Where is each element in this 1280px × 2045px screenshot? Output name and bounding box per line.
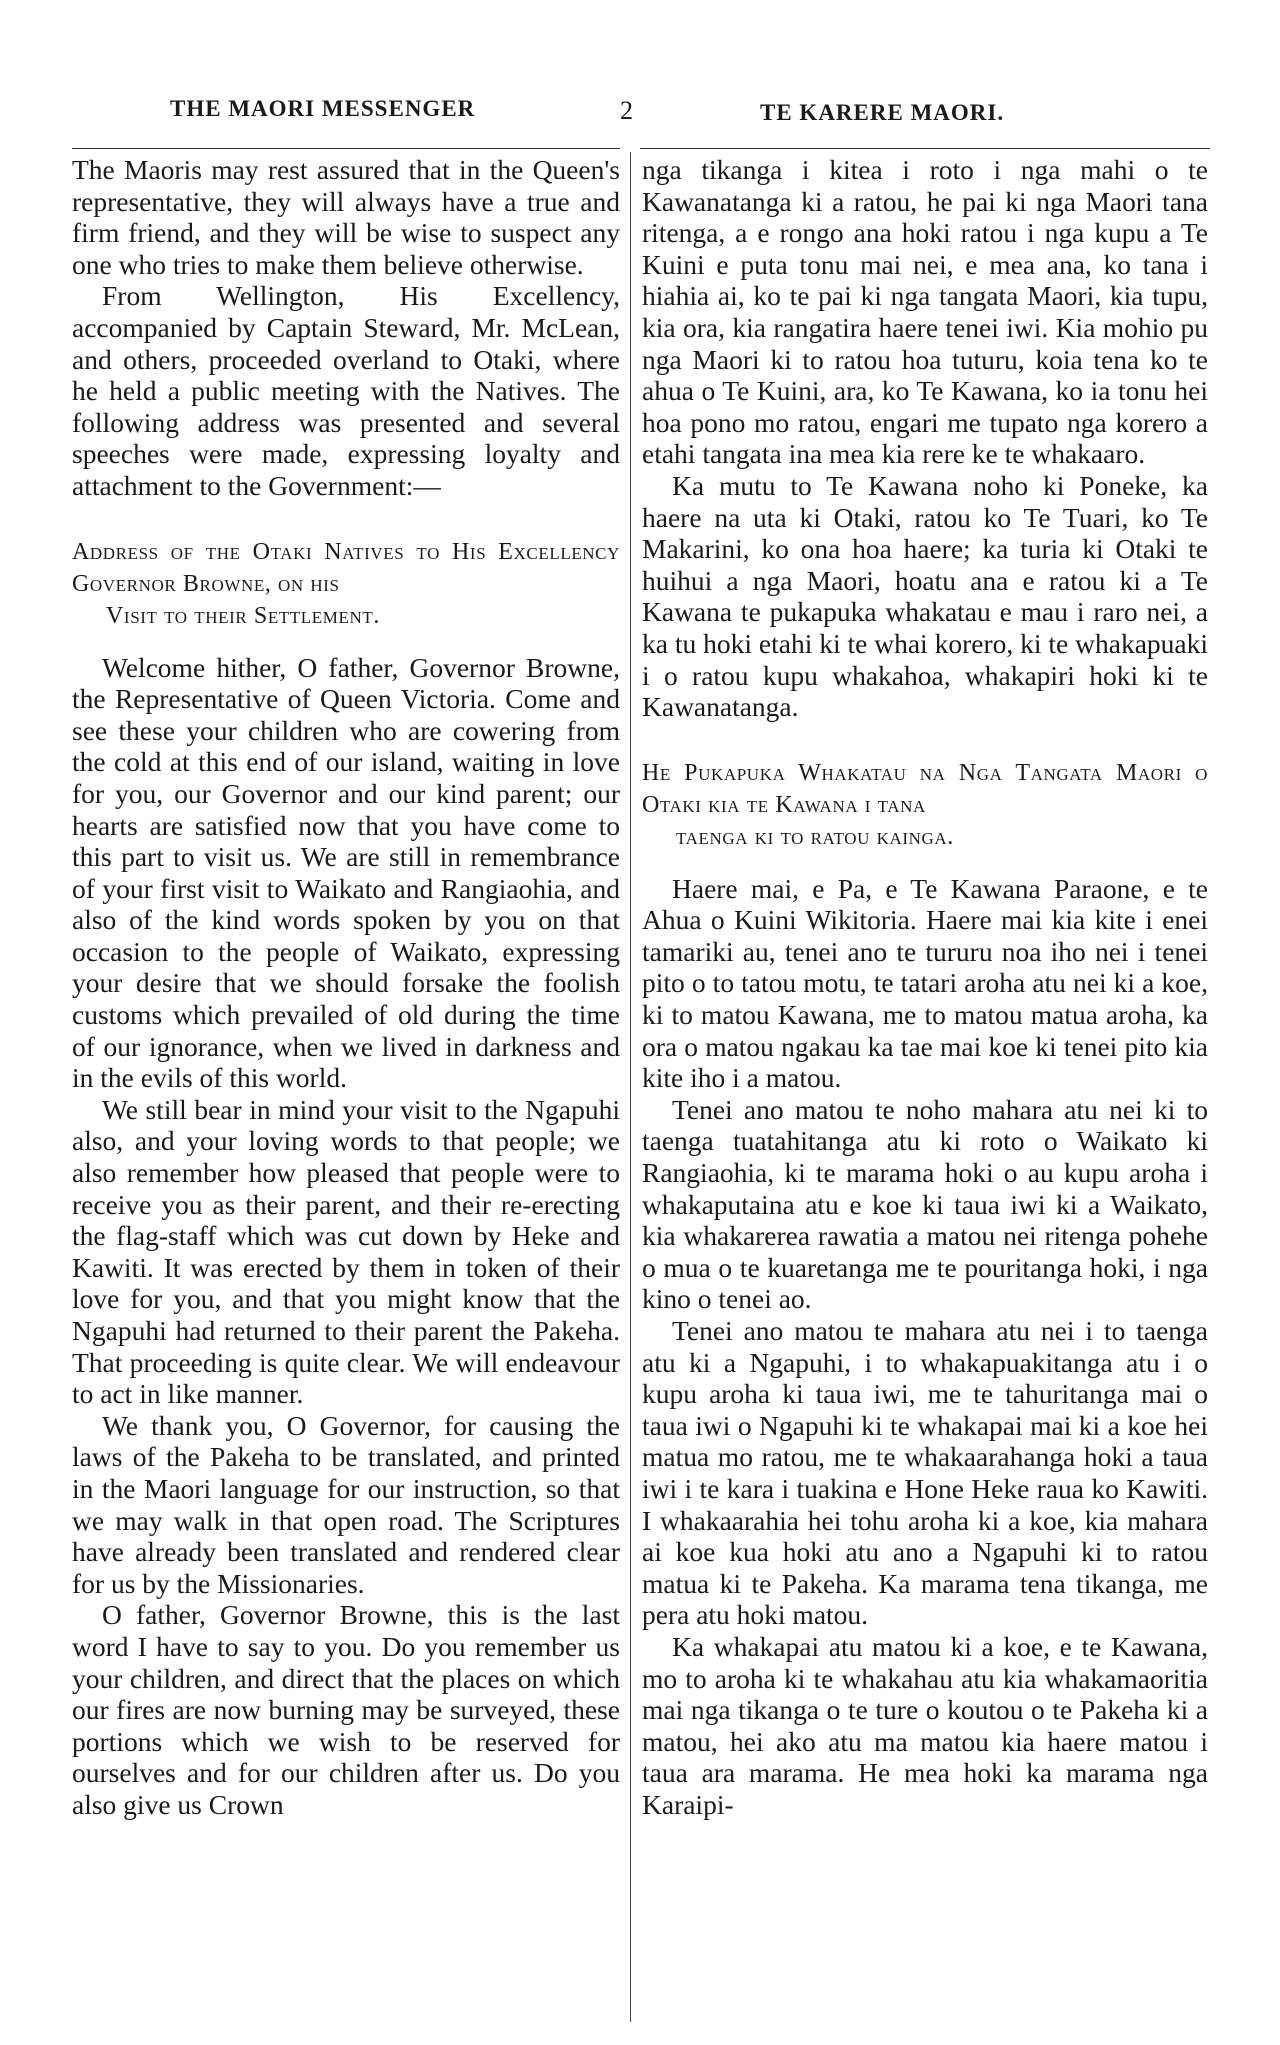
english-column (72, 154, 620, 1821)
maori-paragraph-6: Ka whakapai atu matou ki a koe, e te Kawana, mo to aroha ki te whakahau atu kia whakamaoritia mai nga tikanga o te ture o koutou o te Pakeha ki a matou, hei ako atu ma matou kia haere matou i taua ara marama. He mea hoki ka marama nga Karaipi- (642, 1630, 1208, 1820)
maori-heading-line-1: He Pukapuka Whakatau na Nga Tangata Maori o Otaki kia te Kawana i tana (642, 759, 1208, 818)
maori-paragraph-3: Haere mai, e Pa, e Te Kawana Paraone, e te Ahua o Kuini Wikitoria. Haere mai kia kite i enei tamariki au, tenei ano te tururu noa iho nei i tenei pito o to tatou motu, te tatari aroha atu nei ki a koe, ki to matou Kawana, me to matou matua aroha, ka ora o matou ngakau ka tae mai koe ki tenei pito kia kite iho i a matou. (642, 872, 1208, 1094)
maori-heading-line-2: taenga ki to ratou kainga. (676, 823, 954, 850)
maori-paragraph-1: nga tikanga i kitea i roto i nga mahi o te Kawanatanga ki a ratou, he pai ki nga Maori tana ritenga, a e rongo ana hoki ratou i nga kupu a Te Kuini e puta tonu mai nei, e mea ana, ko tana i hiahia ai, ko te pai ki nga tangata Maori, kia tupu, kia ora, kia rangatira haere tenei iwi. Kia mohio pu nga Maori ki to ratou hoa tuturu, koia tena ko te ahua o Te Kuini, ara, ko Te Kawana, ko ia tonu hei hoa pono mo ratou, engari me tupato nga korero a etahi tangata ina mea kia rere ke te whakaaro. (642, 154, 1208, 470)
english-paragraph-5: We thank you, O Governor, for causing the laws of the Pakeha to be translated, and printed in the Maori language for our instruction, so that we may walk in that open road. The Scriptures have already been translated and rendered clear for us by the Missionaries. (72, 1409, 620, 1599)
english-paragraph-3: Welcome hither, O father, Governor Browne, the Representative of Queen Victoria. Come and see these your children who are cowering from the cold at this end of our island, waiting in love for you, our Governor and our kind parent; our hearts are satisfied now that you have come to this part to visit us. We are still in remembrance of your first visit to Waikato and Rangiaohia, and also of the kind words spoken by you on that occasion to the people of Waikato, expressing your desire that we should forsake the foolish customs which prevailed of old during the time of our ignorance, when we lived in darkness and in the evils of this world. (72, 651, 620, 1094)
header-rule-left (72, 148, 620, 149)
english-paragraph-2: From Wellington, His Excellency, accompanied by Captain Steward, Mr. McLean, and others, proceeded overland to Otaki, where he held a public meeting with the Natives. The following address was presented and several speeches were made, expressing loyalty and attachment to the Government:— (72, 280, 620, 501)
english-paragraph-4: We still bear in mind your visit to the Ngapuhi also, and your loving words to that people; we also remember how pleased that people were to receive you as their parent, and their re-erecting the flag-staff which was cut down by Heke and Kawiti. It was erected by them in token of their love for you, and that you might know that the Ngapuhi had returned to their parent the Pakeha. That proceeding is quite clear. We will endeavour to act in like manner. (72, 1093, 620, 1410)
english-heading-line-2: Visit to their Settlement. (106, 602, 380, 629)
maori-address-heading (642, 757, 1208, 853)
masthead-maori-title: TE KARERE MAORI. (760, 100, 1005, 125)
maori-paragraph-2: Ka mutu to Te Kawana noho ki Poneke, ka haere na uta ki Otaki, ratou ko Te Tuari, ko Te Makarini, ko ona hoa haere; ka turia ki Otaki te huihui a nga Maori, hoatu ana e ratou ki a Te Kawana te pukapuka whakatau e mau i raro nei, a ka tu hoki etahi ki te whai korero, ki te whakapuaki i o ratou kupu whakahoa, whakapiri hoki ki te Kawanatanga. (642, 469, 1208, 723)
maori-column (642, 154, 1208, 1821)
english-paragraph-6: O father, Governor Browne, this is the last word I have to say to you. Do you remember us your children, and direct that the places on which our fires are now burning may be surveyed, these portions which we wish to be reserved for ourselves and for our children after us. Do you also give us Crown (72, 1599, 620, 1820)
english-heading-line-1: Address of the Otaki Natives to His Excellency Governor Browne, on his (72, 538, 620, 597)
masthead (70, 96, 1210, 140)
page-number: 2 (620, 96, 634, 125)
maori-paragraph-4: Tenei ano matou te noho mahara atu nei ki to taenga tuatahitanga atu ki roto o Waikato ki Rangiaohia, ki te marama hoki o au kupu aroha i whakaputaina atu e koe ki taua iwi ki a Waikato, kia whakarerea rawatia a matou nei ritenga pohehe o mua o te kuaretanga me te pouritanga hoki, i nga kino o tenei ao. (642, 1093, 1208, 1315)
english-address-heading (72, 536, 620, 632)
masthead-english-title: THE MAORI MESSENGER (170, 96, 476, 121)
english-paragraph-1: The Maoris may rest assured that in the Queen's representative, they will always have a true and firm friend, and they will be wise to suspect any one who tries to make them believe otherwise. (72, 154, 620, 280)
header-rule-right (640, 148, 1210, 149)
column-divider (630, 152, 631, 2022)
maori-paragraph-5: Tenei ano matou te mahara atu nei i to taenga atu ki a Ngapuhi, i to whakapuakitanga atu i o kupu aroha ki taua iwi, me te tahuritanga mai o taua iwi o Ngapuhi ki te whakapai mai ki a koe hei matua mo ratou, me te whakaarahanga hoki a taua iwi i te kara i tuakina e Hone Heke raua ko Kawiti. I whakaarahia hei tohu aroha ki a koe, kia mahara ai koe kua hoki atu ano a Ngapuhi ki to ratou matua ki te Pakeha. Ka marama tena tikanga, me pera atu hoki matou. (642, 1315, 1208, 1631)
